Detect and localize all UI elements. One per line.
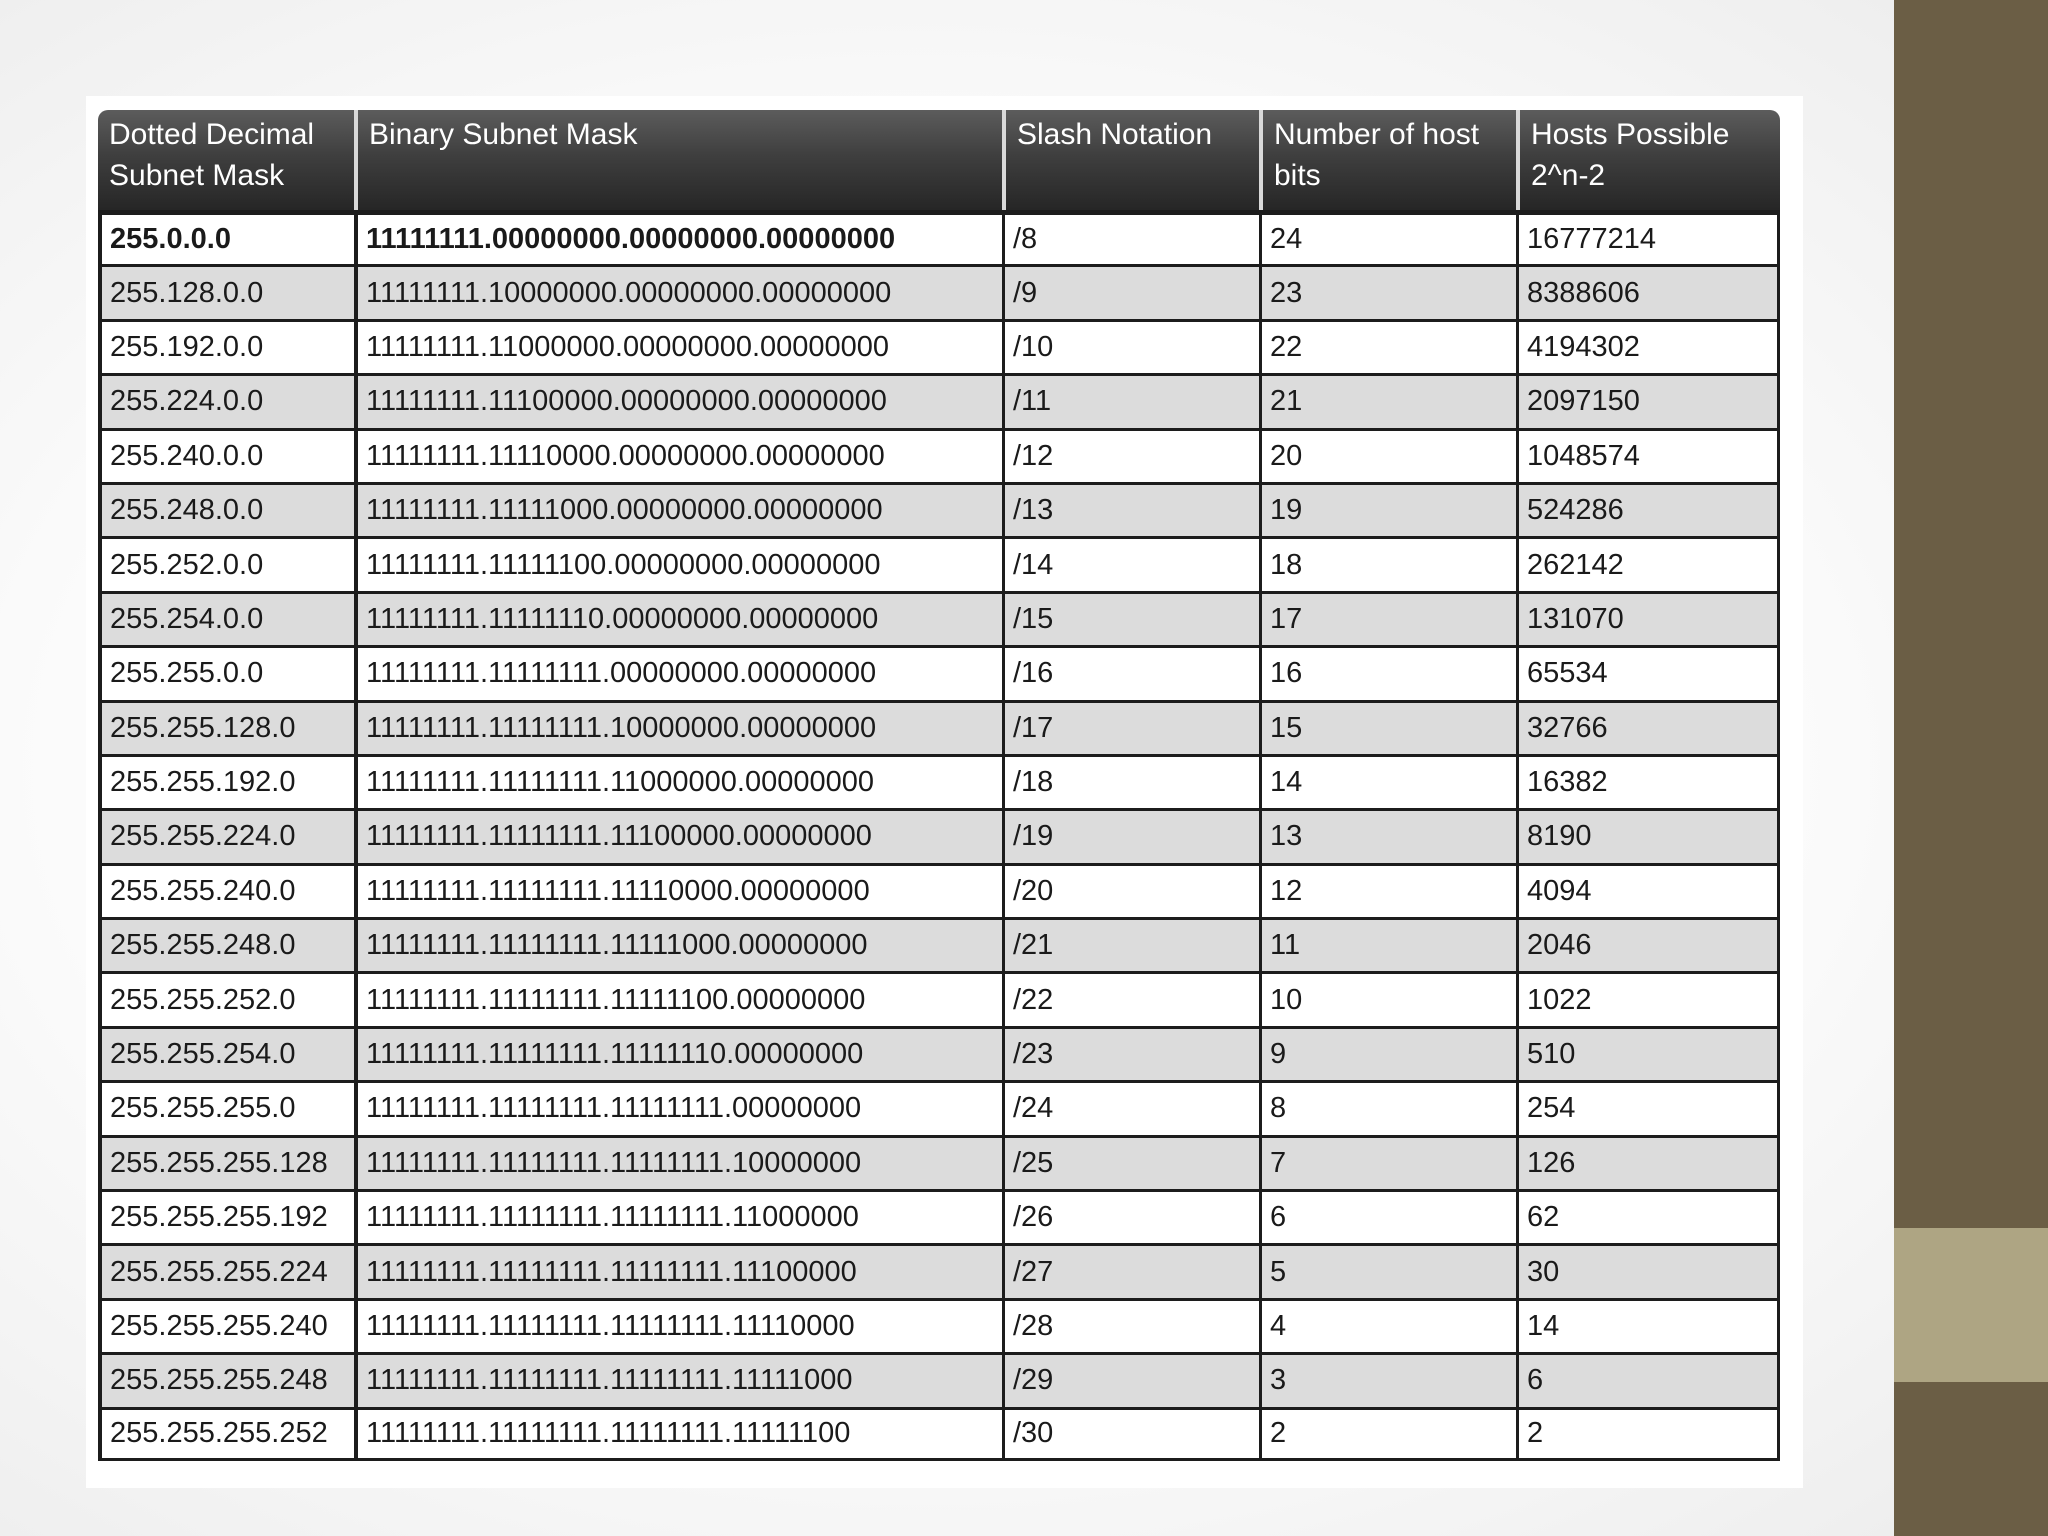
binary-mask-cell: 11111111.11111111.11111111.11100000 (354, 1243, 1002, 1297)
binary-mask-cell: 11111111.11111111.11111000.00000000 (354, 917, 1002, 971)
host-bits-cell: 7 (1259, 1135, 1516, 1189)
host-bits-cell: 9 (1259, 1026, 1516, 1080)
binary-mask-cell: 11111111.11111111.11111111.10000000 (354, 1135, 1002, 1189)
slash-notation-cell: /12 (1002, 428, 1259, 482)
column-header-line: Number of host (1274, 118, 1480, 151)
slash-notation-cell: /15 (1002, 591, 1259, 645)
hosts-possible-cell: 2046 (1516, 917, 1780, 971)
host-bits-cell: 19 (1259, 482, 1516, 536)
binary-mask-cell: 11111111.11111111.11110000.00000000 (354, 863, 1002, 917)
host-bits-cell: 17 (1259, 591, 1516, 645)
dotted-decimal-cell: 255.255.254.0 (98, 1026, 354, 1080)
table-row (98, 971, 1780, 1025)
dotted-decimal-cell: 255.255.255.192 (98, 1189, 354, 1243)
slash-notation-cell: /8 (1002, 210, 1259, 264)
binary-mask-cell: 11111111.11111111.11111111.00000000 (354, 1080, 1002, 1134)
table-row (98, 482, 1780, 536)
dotted-decimal-cell: 255.240.0.0 (98, 428, 354, 482)
table-row (98, 210, 1780, 264)
binary-mask-cell: 11111111.00000000.00000000.00000000 (354, 210, 1002, 264)
slide-side-accent (1894, 1228, 2048, 1382)
dotted-decimal-cell: 255.254.0.0 (98, 591, 354, 645)
hosts-possible-cell: 8190 (1516, 808, 1780, 862)
hosts-possible-cell: 254 (1516, 1080, 1780, 1134)
slash-notation-cell: /13 (1002, 482, 1259, 536)
table-row (98, 1298, 1780, 1352)
slash-notation-cell: /16 (1002, 645, 1259, 699)
dotted-decimal-cell: 255.255.224.0 (98, 808, 354, 862)
host-bits-cell: 5 (1259, 1243, 1516, 1297)
column-header-hosts-possible (1516, 110, 1780, 210)
hosts-possible-cell: 30 (1516, 1243, 1780, 1297)
slash-notation-cell: /9 (1002, 264, 1259, 318)
host-bits-cell: 3 (1259, 1352, 1516, 1406)
table-row (98, 754, 1780, 808)
table-row (98, 591, 1780, 645)
subnet-mask-table (98, 110, 1780, 1461)
slash-notation-cell: /25 (1002, 1135, 1259, 1189)
host-bits-cell: 13 (1259, 808, 1516, 862)
hosts-possible-cell: 524286 (1516, 482, 1780, 536)
host-bits-cell: 8 (1259, 1080, 1516, 1134)
dotted-decimal-cell: 255.255.255.128 (98, 1135, 354, 1189)
binary-mask-cell: 11111111.11111111.11111110.00000000 (354, 1026, 1002, 1080)
table-row (98, 917, 1780, 971)
hosts-possible-cell: 32766 (1516, 700, 1780, 754)
slash-notation-cell: /27 (1002, 1243, 1259, 1297)
dotted-decimal-cell: 255.255.255.248 (98, 1352, 354, 1406)
slash-notation-cell: /11 (1002, 373, 1259, 427)
binary-mask-cell: 11111111.11111111.10000000.00000000 (354, 700, 1002, 754)
table-row (98, 700, 1780, 754)
table-row (98, 1135, 1780, 1189)
column-header-line: bits (1274, 159, 1321, 192)
binary-mask-cell: 11111111.11110000.00000000.00000000 (354, 428, 1002, 482)
host-bits-cell: 23 (1259, 264, 1516, 318)
hosts-possible-cell: 14 (1516, 1298, 1780, 1352)
table-row (98, 428, 1780, 482)
table-row (98, 645, 1780, 699)
binary-mask-cell: 11111111.10000000.00000000.00000000 (354, 264, 1002, 318)
hosts-possible-cell: 2097150 (1516, 373, 1780, 427)
hosts-possible-cell: 510 (1516, 1026, 1780, 1080)
table-row (98, 373, 1780, 427)
hosts-possible-cell: 126 (1516, 1135, 1780, 1189)
host-bits-cell: 14 (1259, 754, 1516, 808)
host-bits-cell: 4 (1259, 1298, 1516, 1352)
hosts-possible-cell: 1022 (1516, 971, 1780, 1025)
table-row (98, 1189, 1780, 1243)
host-bits-cell: 12 (1259, 863, 1516, 917)
binary-mask-cell: 11111111.11111000.00000000.00000000 (354, 482, 1002, 536)
dotted-decimal-cell: 255.128.0.0 (98, 264, 354, 318)
table-row (98, 536, 1780, 590)
dotted-decimal-cell: 255.255.255.240 (98, 1298, 354, 1352)
column-header-line: Dotted Decimal (109, 118, 315, 151)
dotted-decimal-cell: 255.255.255.224 (98, 1243, 354, 1297)
header-row (98, 110, 1780, 210)
dotted-decimal-cell: 255.192.0.0 (98, 319, 354, 373)
table-row (98, 264, 1780, 318)
host-bits-cell: 24 (1259, 210, 1516, 264)
column-header-binary-mask (354, 110, 1002, 210)
binary-mask-cell: 11111111.11111111.11111100.00000000 (354, 971, 1002, 1025)
host-bits-cell: 22 (1259, 319, 1516, 373)
hosts-possible-cell: 4094 (1516, 863, 1780, 917)
dotted-decimal-cell: 255.252.0.0 (98, 536, 354, 590)
dotted-decimal-cell: 255.255.128.0 (98, 700, 354, 754)
column-header-line: Subnet Mask (109, 159, 285, 192)
table-frame (86, 96, 1803, 1488)
hosts-possible-cell: 4194302 (1516, 319, 1780, 373)
binary-mask-cell: 11111111.11111111.11111111.11000000 (354, 1189, 1002, 1243)
dotted-decimal-cell: 255.255.252.0 (98, 971, 354, 1025)
binary-mask-cell: 11111111.11111111.11000000.00000000 (354, 754, 1002, 808)
host-bits-cell: 16 (1259, 645, 1516, 699)
dotted-decimal-cell: 255.255.255.0 (98, 1080, 354, 1134)
slash-notation-cell: /30 (1002, 1407, 1259, 1461)
binary-mask-cell: 11111111.11111111.00000000.00000000 (354, 645, 1002, 699)
table-row (98, 1080, 1780, 1134)
hosts-possible-cell: 16382 (1516, 754, 1780, 808)
column-header-line: Hosts Possible (1531, 118, 1730, 151)
slash-notation-cell: /26 (1002, 1189, 1259, 1243)
host-bits-cell: 20 (1259, 428, 1516, 482)
table-row (98, 808, 1780, 862)
slash-notation-cell: /14 (1002, 536, 1259, 590)
host-bits-cell: 18 (1259, 536, 1516, 590)
binary-mask-cell: 11111111.11111111.11100000.00000000 (354, 808, 1002, 862)
table-header (98, 110, 1780, 210)
column-header-slash-notation (1002, 110, 1259, 210)
hosts-possible-cell: 1048574 (1516, 428, 1780, 482)
table-row (98, 1243, 1780, 1297)
host-bits-cell: 2 (1259, 1407, 1516, 1461)
table-row (98, 1352, 1780, 1406)
slash-notation-cell: /20 (1002, 863, 1259, 917)
slash-notation-cell: /17 (1002, 700, 1259, 754)
hosts-possible-cell: 8388606 (1516, 264, 1780, 318)
binary-mask-cell: 11111111.11111110.00000000.00000000 (354, 591, 1002, 645)
slash-notation-cell: /23 (1002, 1026, 1259, 1080)
slash-notation-cell: /21 (1002, 917, 1259, 971)
column-header-host-bits (1259, 110, 1516, 210)
table-row (98, 1026, 1780, 1080)
table-row (98, 863, 1780, 917)
dotted-decimal-cell: 255.255.248.0 (98, 917, 354, 971)
binary-mask-cell: 11111111.11111111.11111111.11111000 (354, 1352, 1002, 1406)
hosts-possible-cell: 6 (1516, 1352, 1780, 1406)
host-bits-cell: 21 (1259, 373, 1516, 427)
table-row (98, 319, 1780, 373)
dotted-decimal-cell: 255.0.0.0 (98, 210, 354, 264)
dotted-decimal-cell: 255.248.0.0 (98, 482, 354, 536)
dotted-decimal-cell: 255.224.0.0 (98, 373, 354, 427)
table-row (98, 1407, 1780, 1461)
column-header-line: 2^n-2 (1531, 159, 1606, 192)
dotted-decimal-cell: 255.255.240.0 (98, 863, 354, 917)
column-header-line: Binary Subnet Mask (369, 118, 638, 151)
host-bits-cell: 15 (1259, 700, 1516, 754)
host-bits-cell: 6 (1259, 1189, 1516, 1243)
table-body (98, 210, 1780, 1461)
hosts-possible-cell: 16777214 (1516, 210, 1780, 264)
binary-mask-cell: 11111111.11000000.00000000.00000000 (354, 319, 1002, 373)
dotted-decimal-cell: 255.255.0.0 (98, 645, 354, 699)
hosts-possible-cell: 131070 (1516, 591, 1780, 645)
slash-notation-cell: /10 (1002, 319, 1259, 373)
slash-notation-cell: /29 (1002, 1352, 1259, 1406)
host-bits-cell: 10 (1259, 971, 1516, 1025)
binary-mask-cell: 11111111.11100000.00000000.00000000 (354, 373, 1002, 427)
binary-mask-cell: 11111111.11111100.00000000.00000000 (354, 536, 1002, 590)
dotted-decimal-cell: 255.255.255.252 (98, 1407, 354, 1461)
slash-notation-cell: /19 (1002, 808, 1259, 862)
hosts-possible-cell: 62 (1516, 1189, 1780, 1243)
hosts-possible-cell: 262142 (1516, 536, 1780, 590)
host-bits-cell: 11 (1259, 917, 1516, 971)
column-header-line: Slash Notation (1017, 118, 1213, 151)
slash-notation-cell: /18 (1002, 754, 1259, 808)
hosts-possible-cell: 65534 (1516, 645, 1780, 699)
binary-mask-cell: 11111111.11111111.11111111.11110000 (354, 1298, 1002, 1352)
dotted-decimal-cell: 255.255.192.0 (98, 754, 354, 808)
slash-notation-cell: /28 (1002, 1298, 1259, 1352)
hosts-possible-cell: 2 (1516, 1407, 1780, 1461)
column-header-dotted-decimal (98, 110, 354, 210)
slash-notation-cell: /24 (1002, 1080, 1259, 1134)
binary-mask-cell: 11111111.11111111.11111111.11111100 (354, 1407, 1002, 1461)
slash-notation-cell: /22 (1002, 971, 1259, 1025)
